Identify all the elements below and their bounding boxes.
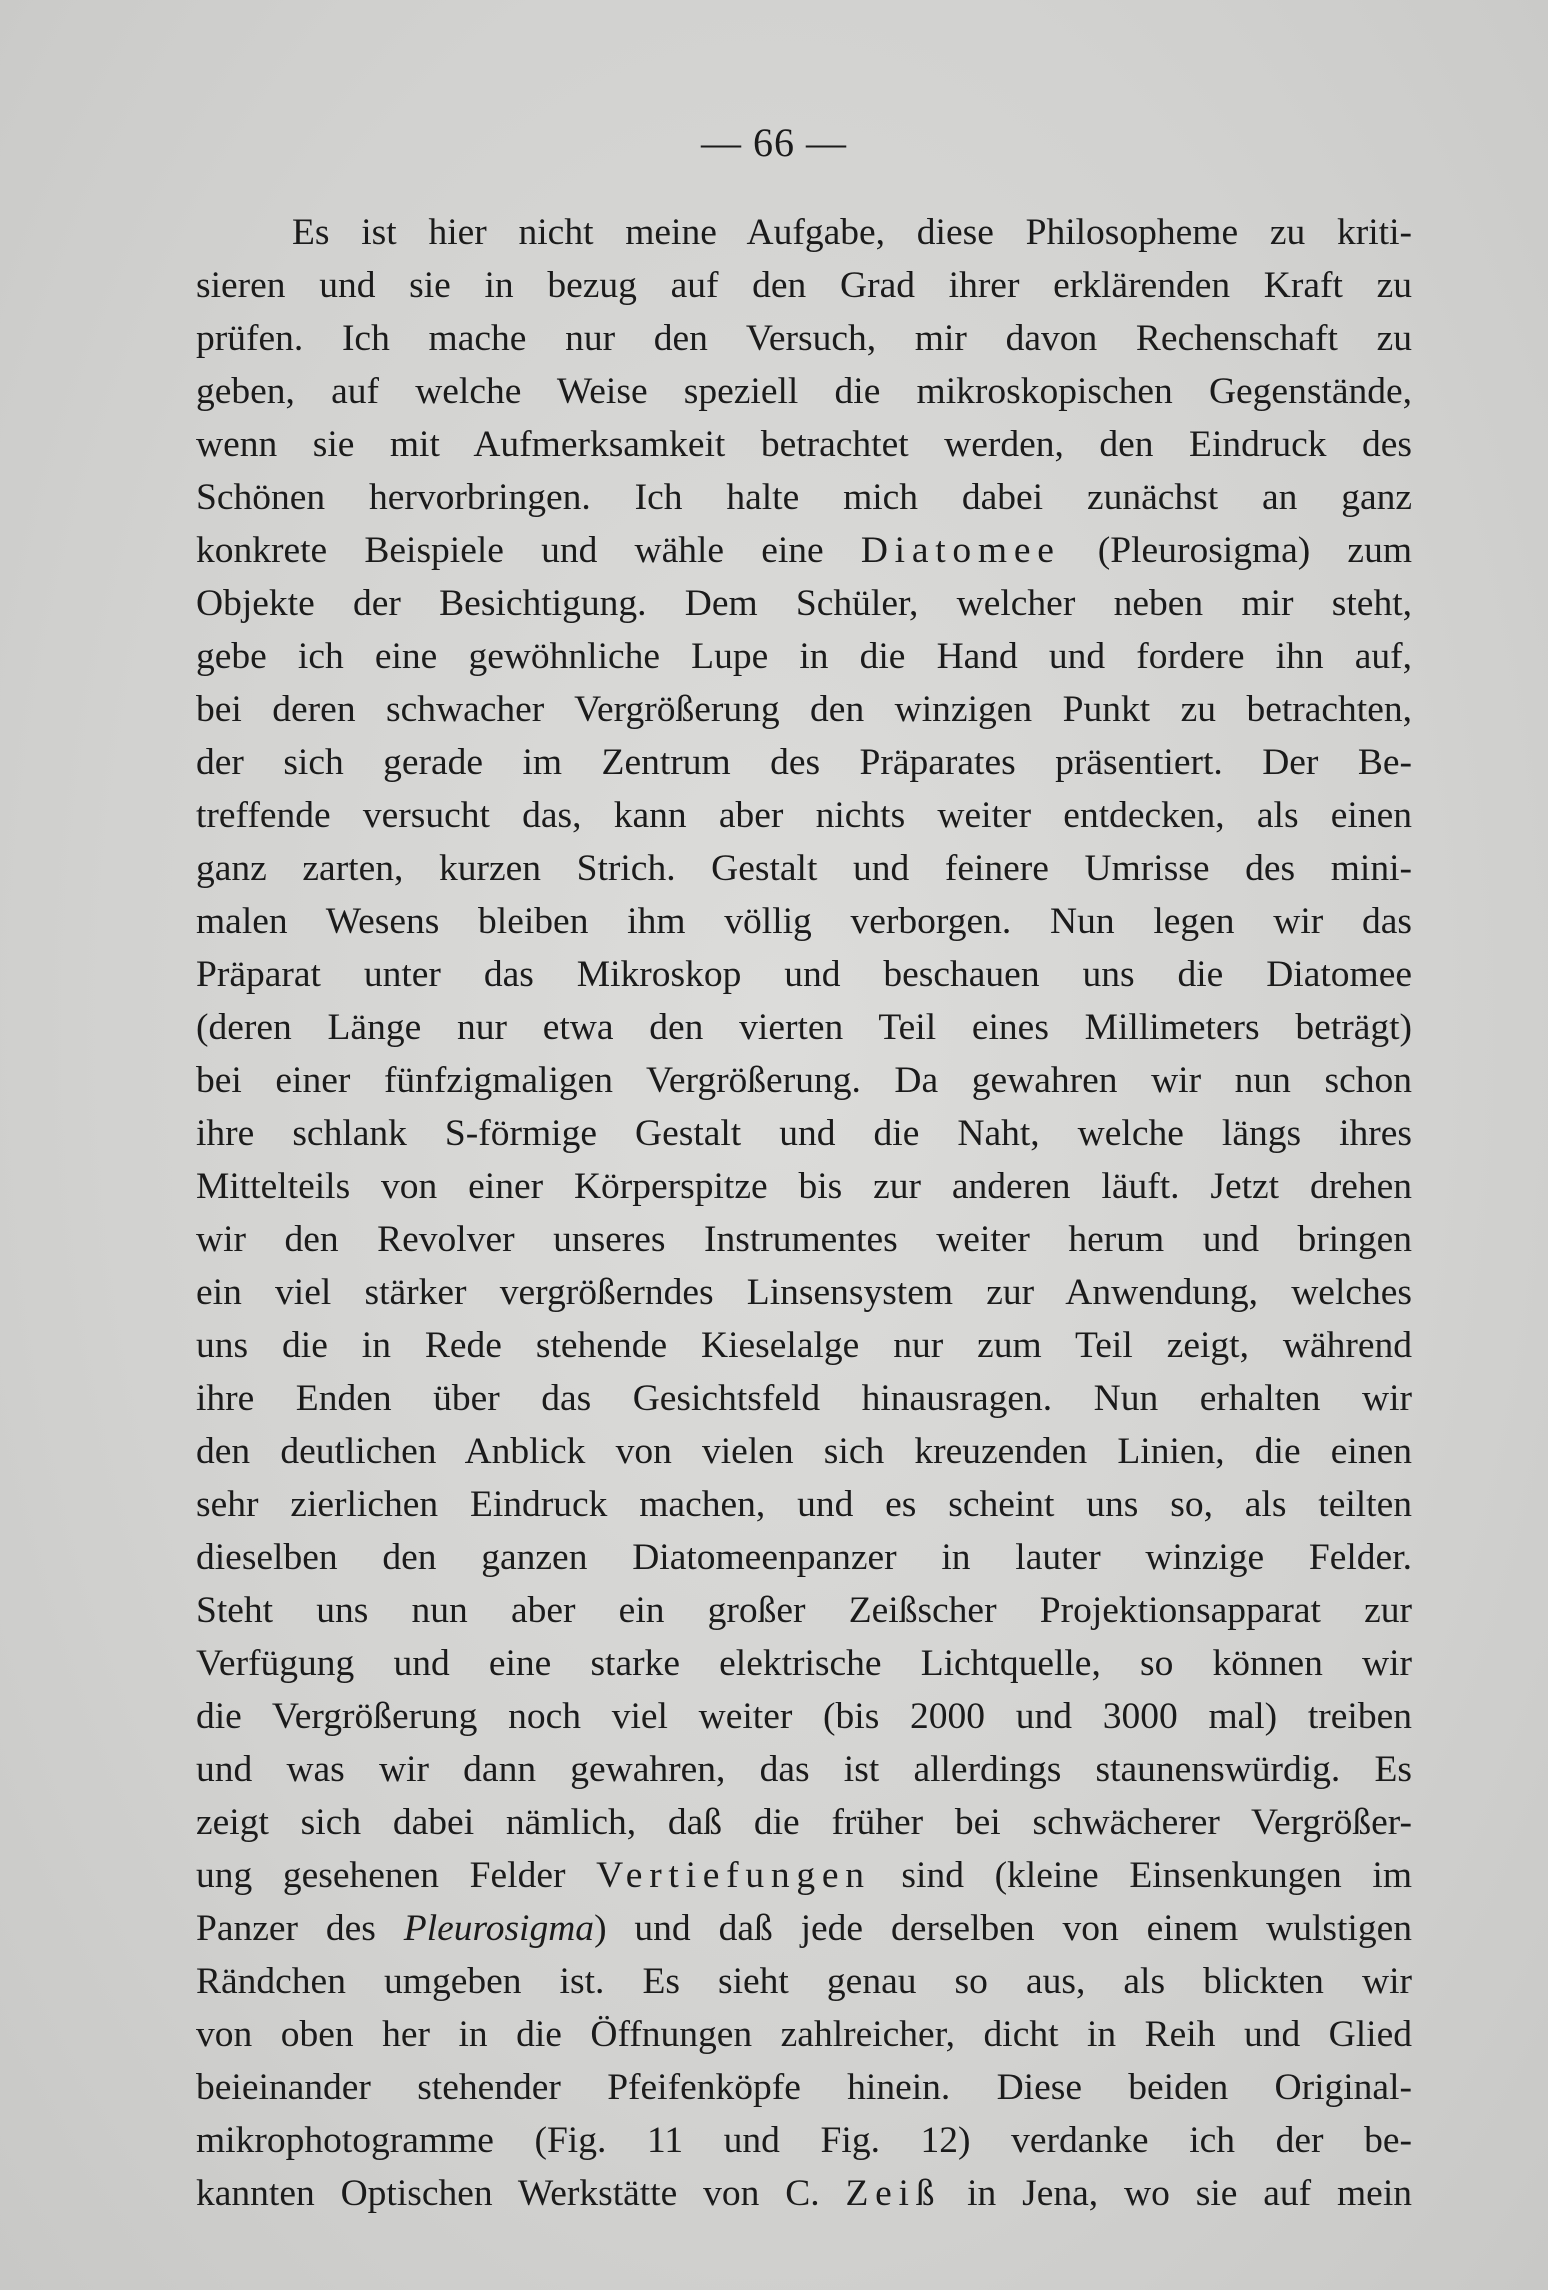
text-line — [196, 1425, 1412, 1478]
text-segment: treffende versucht das, kann aber nichts weiter entdecken, als einen — [196, 795, 1412, 836]
text-segment: mikrophotogramme (Fig. 11 und Fig. 12) verdanke ich der be- — [196, 2120, 1412, 2161]
text-line — [196, 683, 1412, 736]
text-segment: Panzer des — [196, 1908, 404, 1949]
text-line — [196, 1584, 1412, 1637]
emphasized-spaced-text: Vertiefungen — [596, 1855, 871, 1896]
text-segment: (deren Länge nur etwa den vierten Teil eines Millimeters beträgt) — [196, 1007, 1412, 1048]
text-segment: geben, auf welche Weise speziell die mikroskopischen Gegenstände, — [196, 371, 1412, 412]
text-segment: Schönen hervorbringen. Ich halte mich dabei zunächst an ganz — [196, 477, 1412, 518]
text-line — [196, 1849, 1412, 1902]
text-segment: und was wir dann gewahren, das ist allerdings staunenswürdig. Es — [196, 1749, 1412, 1790]
text-line — [196, 524, 1412, 577]
text-segment: beieinander stehender Pfeifenköpfe hinein. Diese beiden Original- — [196, 2067, 1412, 2108]
text-line — [196, 471, 1412, 524]
text-segment: wir den Revolver unseres Instrumentes weiter herum und bringen — [196, 1219, 1412, 1260]
text-segment: uns die in Rede stehende Kieselalge nur zum Teil zeigt, während — [196, 1325, 1412, 1366]
text-line — [196, 1743, 1412, 1796]
text-segment: Es ist hier nicht meine Aufgabe, diese Philosopheme zu kriti- — [292, 212, 1412, 253]
text-segment: gebe ich eine gewöhnliche Lupe in die Hand und fordere ihn auf, — [196, 636, 1412, 677]
text-segment: Rändchen umgeben ist. Es sieht genau so aus, als blickten wir — [196, 1961, 1412, 2002]
text-segment: bei einer fünfzigmaligen Vergrößerung. Da gewahren wir nun schon — [196, 1060, 1412, 1101]
text-line — [196, 1160, 1412, 1213]
body-paragraph — [196, 206, 1412, 2220]
text-segment: dieselben den ganzen Diatomeenpanzer in lauter winzige Felder. — [196, 1537, 1412, 1578]
text-line — [196, 1531, 1412, 1584]
text-line — [196, 630, 1412, 683]
text-segment: der sich gerade im Zentrum des Präparates präsentiert. Der Be- — [196, 742, 1412, 783]
text-line — [196, 2167, 1412, 2220]
text-segment: malen Wesens bleiben ihm völlig verborgen. Nun legen wir das — [196, 901, 1412, 942]
italic-text: Pleurosigma — [403, 1908, 595, 1949]
emphasized-spaced-text: Zeiß — [845, 2173, 942, 2214]
text-line — [196, 789, 1412, 842]
text-segment: (Pleurosigma) zum — [1060, 530, 1412, 571]
text-line — [196, 206, 1412, 259]
text-segment: Verfügung und eine starke elektrische Lichtquelle, so können wir — [196, 1643, 1412, 1684]
text-segment: ung gesehenen Felder — [196, 1855, 597, 1896]
text-line — [196, 2061, 1412, 2114]
text-segment: konkrete Beispiele und wähle eine — [196, 530, 861, 571]
text-segment: prüfen. Ich mache nur den Versuch, mir davon Rechenschaft zu — [196, 318, 1412, 359]
text-line — [196, 2008, 1412, 2061]
text-segment: den deutlichen Anblick von vielen sich kreuzenden Linien, die einen — [196, 1431, 1412, 1472]
text-segment: sehr zierlichen Eindruck machen, und es scheint uns so, als teilten — [196, 1484, 1412, 1525]
text-line — [196, 1478, 1412, 1531]
text-line — [196, 1054, 1412, 1107]
text-line — [196, 312, 1412, 365]
text-line — [196, 1902, 1412, 1955]
text-segment: von oben her in die Öffnungen zahlreicher, dicht in Reih und Glied — [196, 2014, 1412, 2055]
text-segment: ihre Enden über das Gesichtsfeld hinausragen. Nun erhalten wir — [196, 1378, 1412, 1419]
text-line — [196, 1955, 1412, 2008]
text-segment: in Jena, wo sie auf mein — [941, 2173, 1412, 2214]
page-number: — 66 — — [701, 120, 847, 165]
text-line — [196, 1690, 1412, 1743]
text-segment: ganz zarten, kurzen Strich. Gestalt und feinere Umrisse des mini- — [196, 848, 1412, 889]
text-line — [196, 2114, 1412, 2167]
emphasized-spaced-text: Diatomee — [860, 530, 1061, 571]
text-line — [196, 577, 1412, 630]
text-line — [196, 1372, 1412, 1425]
text-segment: sind (kleine Einsenkungen im — [870, 1855, 1412, 1896]
text-line — [196, 418, 1412, 471]
text-line — [196, 948, 1412, 1001]
text-segment: wenn sie mit Aufmerksamkeit betrachtet werden, den Eindruck des — [196, 424, 1412, 465]
text-line — [196, 1001, 1412, 1054]
text-line — [196, 365, 1412, 418]
text-segment: zeigt sich dabei nämlich, daß die früher bei schwächerer Vergrößer- — [196, 1802, 1412, 1843]
text-segment: bei deren schwacher Vergrößerung den winzigen Punkt zu betrachten, — [196, 689, 1412, 730]
text-segment: ein viel stärker vergrößerndes Linsensystem zur Anwendung, welches — [196, 1272, 1412, 1313]
text-segment: kannten Optischen Werkstätte von C. — [196, 2173, 846, 2214]
text-line — [196, 736, 1412, 789]
text-segment: sieren und sie in bezug auf den Grad ihrer erklärenden Kraft zu — [196, 265, 1412, 306]
text-segment: ihre schlank S-förmige Gestalt und die Naht, welche längs ihres — [196, 1113, 1412, 1154]
text-segment: Mittelteils von einer Körperspitze bis zur anderen läuft. Jetzt drehen — [196, 1166, 1412, 1207]
text-segment: Steht uns nun aber ein großer Zeißscher Projektionsapparat zur — [196, 1590, 1412, 1631]
text-segment: Objekte der Besichtigung. Dem Schüler, welcher neben mir steht, — [196, 583, 1412, 624]
text-segment: ) und daß jede derselben von einem wulstigen — [594, 1908, 1412, 1949]
text-line — [196, 259, 1412, 312]
text-line — [196, 1796, 1412, 1849]
text-segment: Präparat unter das Mikroskop und beschauen uns die Diatomee — [196, 954, 1412, 995]
text-line — [196, 1266, 1412, 1319]
text-segment: die Vergrößerung noch viel weiter (bis 2000 und 3000 mal) treiben — [196, 1696, 1412, 1737]
text-line — [196, 895, 1412, 948]
text-line — [196, 1319, 1412, 1372]
text-line — [196, 1213, 1412, 1266]
text-line — [196, 1107, 1412, 1160]
text-line — [196, 1637, 1412, 1690]
text-line — [196, 842, 1412, 895]
